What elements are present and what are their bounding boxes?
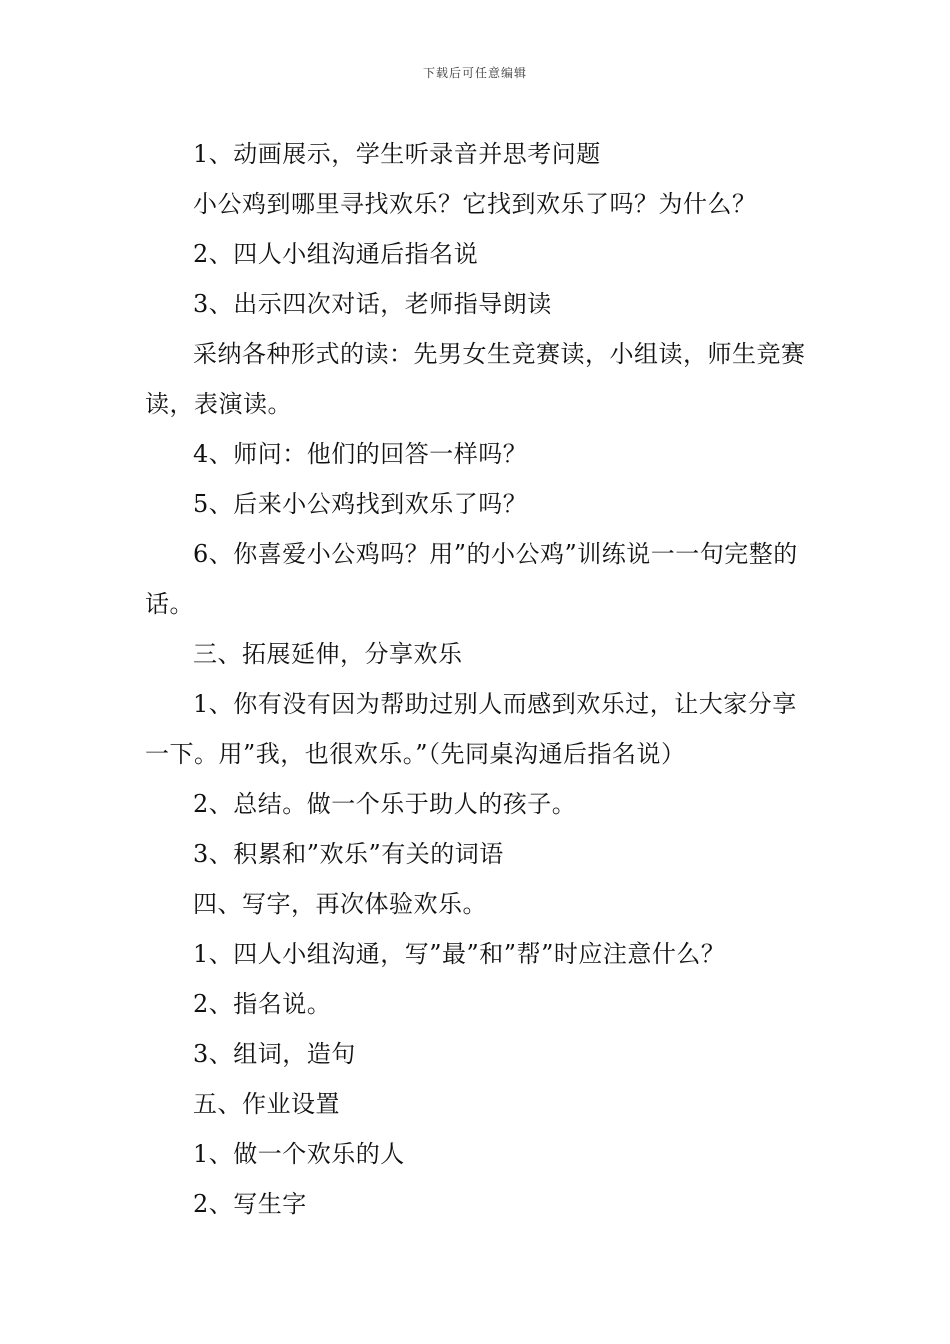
paragraph: 3、出示四次对话，老师指导朗读	[193, 290, 552, 318]
paragraph: 1、四人小组沟通，写”最”和”帮”时应注意什么？	[193, 940, 726, 968]
paragraph: 1、做一个欢乐的人	[193, 1140, 405, 1168]
paragraph: 1、你有没有因为帮助过别人而感到欢乐过，让大家分享一下。用”我，也很欢乐。”（先同桌沟通后指名说）	[145, 690, 797, 768]
page-header: 下载后可任意编辑	[422, 66, 527, 80]
paragraph: 3、组词，造句	[193, 1040, 356, 1068]
section-heading: 三、拓展延伸，分享欢乐	[193, 640, 463, 668]
paragraph: 3、积累和”欢乐”有关的词语	[193, 840, 504, 868]
section-heading: 五、作业设置	[193, 1090, 340, 1118]
paragraph: 2、四人小组沟通后指名说	[193, 240, 479, 268]
paragraph: 小公鸡到哪里寻找欢乐？它找到欢乐了吗？为什么？	[193, 190, 757, 218]
paragraph: 采纳各种形式的读：先男女生竞赛读，小组读，师生竞赛读，表演读。	[145, 340, 806, 418]
paragraph: 6、你喜爱小公鸡吗？用”的小公鸡”训练说一一句完整的话。	[145, 540, 798, 618]
paragraph: 2、总结。做一个乐于助人的孩子。	[193, 790, 577, 818]
paragraph: 5、后来小公鸡找到欢乐了吗？	[193, 490, 528, 518]
section-heading: 四、写字，再次体验欢乐。	[193, 890, 487, 918]
document-body	[145, 129, 809, 1229]
paragraph: 2、指名说。	[193, 990, 332, 1018]
paragraph: 2、写生字	[193, 1190, 307, 1218]
paragraph: 4、师问：他们的回答一样吗？	[193, 440, 528, 468]
paragraph: 1、动画展示，学生听录音并思考问题	[193, 140, 601, 168]
